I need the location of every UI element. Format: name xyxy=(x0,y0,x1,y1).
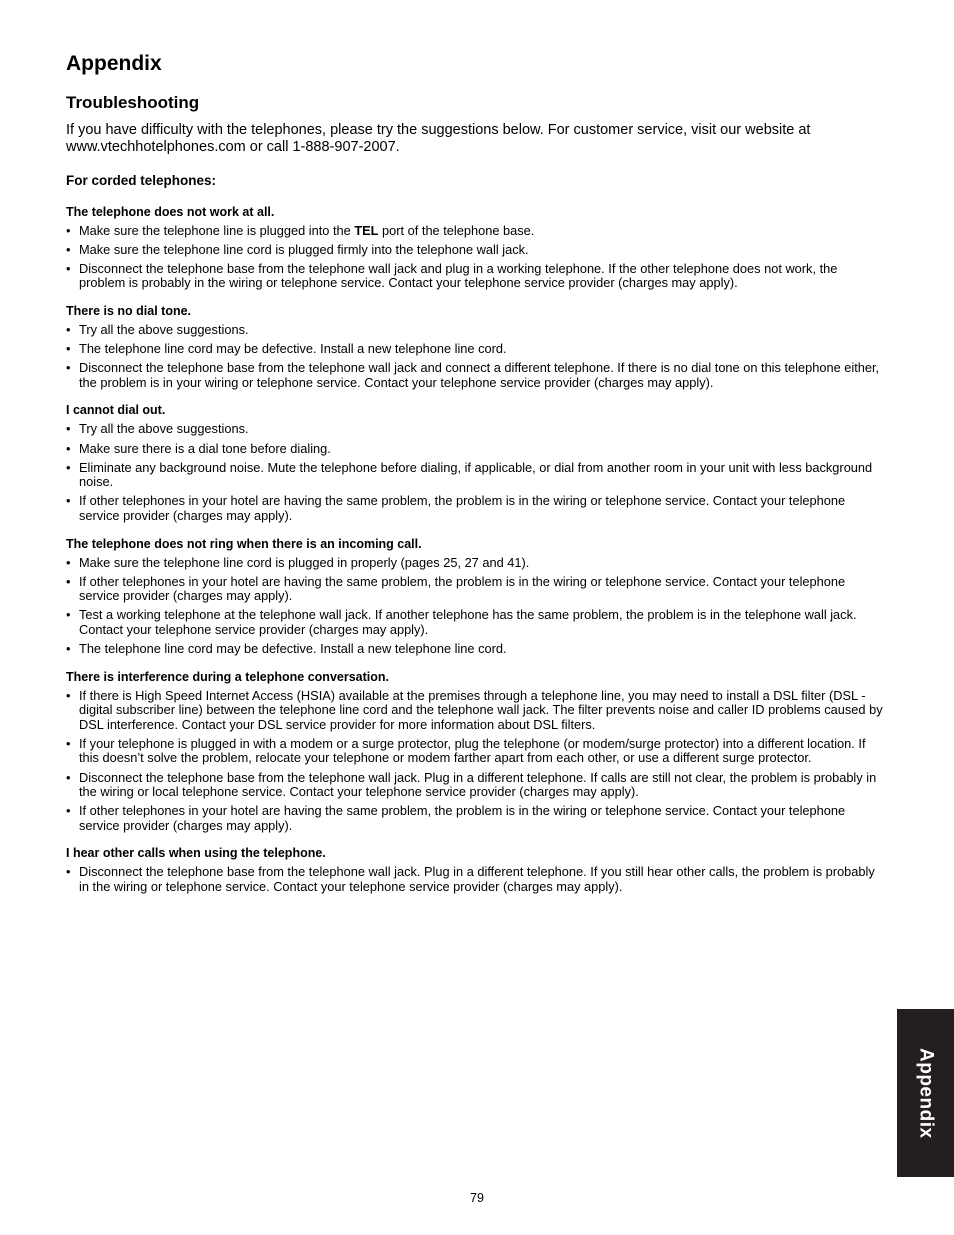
suggestion-text: Disconnect the telephone base from the telephone wall jack and connect a different telephone. If there is no dial tone on this telephone either, the problem is in your wiring or telephone service. Contact your telephone service provider (charges may apply). xyxy=(79,360,880,390)
suggestion-text: If other telephones in your hotel are having the same problem, the problem is in the wiring or telephone service. Contact your telephone service provider (charges may apply). xyxy=(79,493,846,523)
suggestion-text: The telephone line cord may be defective. Install a new telephone line cord. xyxy=(79,640,507,656)
suggestion-item xyxy=(66,642,886,657)
suggestion-item xyxy=(66,737,886,766)
problem-heading: The telephone does not ring when there is an incoming call. xyxy=(66,536,422,551)
suggestion-item xyxy=(66,422,886,437)
suggestion-text: Disconnect the telephone base from the telephone wall jack and plug in a working telephone. If the other telephone does not work, the problem is probably in the wiring or telephone service. Contact your telephone service provider (charges may apply). xyxy=(79,260,838,291)
problem-heading: There is no dial tone. xyxy=(66,304,192,319)
problem-list xyxy=(66,205,886,895)
suggestion-emphasis: TEL xyxy=(354,222,379,238)
suggestion-text: Disconnect the telephone base from the telephone wall jack. Plug in a different telephone. If calls are still not clear, the problem is probably in the wiring or local telephone service. Contact your telephone service provider (charges may apply). xyxy=(79,769,877,800)
suggestion-item xyxy=(66,224,886,239)
suggestion-item xyxy=(66,342,886,357)
side-tab-label: Appendix xyxy=(915,1047,937,1139)
suggestion-item xyxy=(66,689,886,733)
suggestion-list xyxy=(66,556,886,657)
problem-heading: There is interference during a telephone conversation. xyxy=(66,669,389,684)
suggestion-text: Eliminate any background noise. Mute the telephone before dialing, if applicable, or dial from another room in your unit with less background noise. xyxy=(79,459,873,490)
suggestion-item xyxy=(66,262,886,291)
suggestion-text: Make sure the telephone line cord is plugged in properly (pages 25, 27 and 41). xyxy=(79,554,530,570)
suggestion-list xyxy=(66,323,886,390)
suggestion-item xyxy=(66,556,886,571)
page-number: 79 xyxy=(470,1191,484,1205)
suggestion-list xyxy=(66,224,886,291)
suggestion-text: Test a working telephone at the telephone wall jack. If another telephone has the same problem, the problem is in the telephone wall jack. Contact your telephone service provider (charges may apply). xyxy=(79,607,857,637)
suggestion-text: Make sure the telephone line is plugged into the xyxy=(79,222,355,238)
suggestion-text: port of the telephone base. xyxy=(378,222,535,238)
suggestion-text: If your telephone is plugged in with a modem or a surge protector, plug the telephone (or modem/surge protector) into a different location. If this doesn’t solve the problem, relocate your telephone or modem farther apart from each other, or use a different surge protector. xyxy=(79,735,866,766)
suggestion-text: Make sure the telephone line cord is plugged firmly into the telephone wall jack. xyxy=(79,241,529,257)
suggestion-item xyxy=(66,442,886,457)
suggestion-item xyxy=(66,494,886,523)
suggestion-item xyxy=(66,361,886,390)
suggestion-item xyxy=(66,323,886,338)
suggestion-text: Try all the above suggestions. xyxy=(79,322,249,338)
problem-heading: I cannot dial out. xyxy=(66,403,166,418)
suggestion-item xyxy=(66,865,886,894)
suggestion-text: If other telephones in your hotel are having the same problem, the problem is in the wiring or telephone service. Contact your telephone service provider (charges may apply). xyxy=(79,573,846,604)
suggestion-item xyxy=(66,804,886,833)
suggestion-text: If there is High Speed Internet Access (HSIA) available at the premises through a telephone line, you may need to install a DSL filter (DSL - digital subscriber line) between the telephone line cord and the telephone wall jack. The filter prevents noise and caller ID problems caused by DSL interference. Contact your DSL service provider for more information about DSL filters. xyxy=(79,687,883,732)
suggestion-item xyxy=(66,461,886,490)
problem-heading: The telephone does not work at all. xyxy=(66,204,275,219)
suggestion-list xyxy=(66,689,886,834)
suggestion-item xyxy=(66,771,886,800)
suggestion-item xyxy=(66,243,886,258)
page-title: Appendix xyxy=(66,52,162,75)
intro-paragraph: If you have difficulty with the telephones, please try the suggestions below. For customer service, visit our website at www.vtechhotelphones.com or call 1-888-907-2007. xyxy=(66,121,811,155)
suggestion-item xyxy=(66,575,886,604)
suggestion-text: Make sure there is a dial tone before dialing. xyxy=(79,440,331,456)
suggestion-text: Disconnect the telephone base from the telephone wall jack. Plug in a different telephone. If you still hear other calls, the problem is probably in the wiring or telephone service. Contact your telephone service provider (charges may apply). xyxy=(79,864,875,894)
suggestion-text: Try all the above suggestions. xyxy=(79,421,249,437)
subsection-title: For corded telephones: xyxy=(66,172,217,188)
appendix-side-tab xyxy=(897,1009,954,1177)
suggestion-item xyxy=(66,608,886,637)
suggestion-list xyxy=(66,865,886,894)
section-title: Troubleshooting xyxy=(66,93,200,113)
problem-heading: I hear other calls when using the telephone. xyxy=(66,846,326,861)
suggestion-text: The telephone line cord may be defective. Install a new telephone line cord. xyxy=(79,341,507,357)
suggestion-list xyxy=(66,422,886,523)
suggestion-text: If other telephones in your hotel are having the same problem, the problem is in the wiring or telephone service. Contact your telephone service provider (charges may apply). xyxy=(79,803,846,833)
page-content xyxy=(66,52,886,908)
